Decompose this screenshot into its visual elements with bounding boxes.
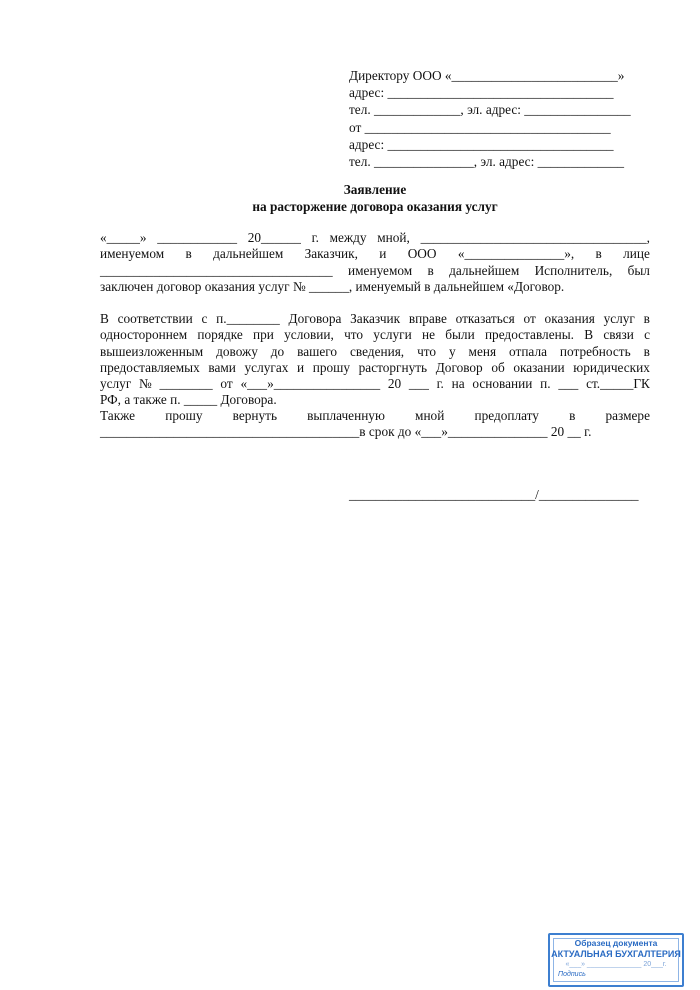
word: размере [605, 408, 650, 423]
word: условии, [284, 327, 334, 343]
word: юридических [573, 359, 650, 375]
word: ___ [408, 376, 429, 392]
word: ___________________________________ [100, 262, 333, 278]
word: был [627, 262, 650, 278]
paragraph-termination-request [100, 311, 650, 409]
word: в [643, 311, 650, 326]
word: ________ [159, 376, 213, 392]
word: 20______ [247, 230, 301, 245]
word: вправе [408, 311, 447, 326]
stamp-title: Образец документа [574, 938, 658, 948]
word: расторгнуть [358, 359, 428, 375]
word: отпала [509, 343, 547, 359]
word: Договор [435, 359, 483, 375]
word: и [296, 359, 305, 375]
word: на [451, 376, 465, 392]
document-subtitle: на расторжение договора оказания услуг [252, 199, 498, 214]
justified-line [100, 376, 650, 392]
word: прошу [312, 359, 351, 375]
word: довожу [216, 343, 258, 359]
word: ст._____ГК [586, 376, 650, 392]
word: меня [468, 343, 497, 359]
addressee-line: от _____________________________________ [349, 119, 611, 135]
addressee-line: тел. _____________, эл. адрес: ________________ [349, 102, 631, 118]
word: «___»________________ [240, 376, 381, 392]
addressee-block [349, 67, 649, 170]
justified-line [100, 327, 650, 343]
sample-document-stamp [548, 933, 684, 987]
word: соответствии [117, 311, 193, 326]
word: вернуть [232, 408, 278, 423]
word: не [421, 327, 435, 343]
word: об [491, 359, 505, 375]
paragraph-refund-request [100, 408, 650, 441]
word: с [644, 327, 650, 343]
word: Также [100, 408, 136, 423]
stamp-signature-label: Подпись [558, 971, 586, 978]
word: выплаченную [307, 408, 385, 423]
word: вашего [297, 343, 338, 359]
addressee-line: Директору ООО «_________________________» [349, 68, 625, 83]
addressee-line: тел. _______________, эл. адрес: _____________ [349, 154, 625, 170]
word: __________________________________, [420, 230, 650, 245]
signature-line: ____________________________/_______________ [349, 487, 639, 502]
paragraph-line: заключен договор оказания услуг № ______, именуемый в дальнейшем «Договор. [100, 278, 565, 294]
justified-line [100, 230, 650, 246]
paragraph-contract-intro [100, 230, 650, 295]
word: в [427, 262, 434, 278]
word: услуги [373, 327, 412, 343]
word: оказании [513, 359, 565, 375]
word: п.________ [216, 311, 280, 326]
justified-line [100, 360, 650, 376]
word: у [448, 343, 456, 359]
word: основании [472, 376, 533, 392]
word: Исполнитель, [534, 262, 613, 278]
word: были [445, 327, 475, 343]
word: что [344, 327, 364, 343]
word: потребность [559, 343, 631, 359]
word: предоставлены. [484, 327, 574, 343]
justified-line [100, 344, 650, 360]
word: услуг [603, 311, 635, 326]
justified-line [100, 408, 650, 424]
word: мной [415, 408, 445, 423]
word: ____________ [157, 230, 238, 245]
word: дальнейшем [213, 246, 284, 262]
word: В [584, 327, 594, 343]
word: г. [436, 376, 444, 392]
word: п. [540, 376, 551, 392]
word: дальнейшем [449, 262, 520, 278]
word: В [100, 311, 109, 326]
document-title: Заявление [343, 182, 407, 197]
word: оказания [544, 311, 595, 326]
word: с [201, 311, 208, 326]
addressee-line: адрес: __________________________________ [349, 136, 614, 152]
word: Заказчик [350, 311, 401, 326]
word: именуемом [348, 262, 413, 278]
word: что [417, 343, 437, 359]
word: отказаться [455, 311, 515, 326]
word: в [185, 246, 192, 262]
justified-line [100, 311, 650, 327]
word: связи [603, 327, 634, 343]
word: лице [623, 246, 650, 262]
word: одностороннем [100, 327, 188, 343]
paragraph-line: _______________________________________в срок до «___»_______________ 20 __ г. [100, 424, 592, 440]
word: от [220, 376, 233, 392]
word: Договора [288, 311, 342, 326]
word: 20 [387, 376, 402, 392]
word: именуемом [100, 246, 165, 262]
addressee-line: адрес: __________________________________ [349, 85, 614, 101]
stamp-brand: АКТУАЛЬНАЯ БУХГАЛТЕРИЯ [551, 949, 681, 959]
word: г. [311, 230, 319, 245]
word: вами [208, 359, 236, 375]
word: прошу [165, 408, 203, 423]
word: в [569, 408, 576, 423]
word: в [595, 246, 602, 262]
word: в [643, 343, 650, 359]
word: № [139, 376, 152, 392]
word: предоставляемых [100, 359, 200, 375]
word: между [329, 230, 367, 245]
justified-line [100, 263, 650, 279]
paragraph-line: РФ, а также п. _____ Договора. [100, 392, 277, 408]
word: ___ [558, 376, 579, 392]
word: вышеизложенным [100, 343, 204, 359]
word: Заказчик, [304, 246, 358, 262]
word: сведения, [349, 343, 405, 359]
word: мной, [377, 230, 410, 245]
word: до [270, 343, 285, 359]
word: предоплату [474, 408, 539, 423]
word: ООО [407, 246, 437, 262]
word: «_____» [100, 230, 147, 245]
stamp-date: «___» ______________ 20___г. [565, 961, 667, 968]
word: и [379, 246, 387, 262]
justified-line [100, 246, 650, 262]
word: услугах [244, 359, 289, 375]
word: «_______________», [457, 246, 575, 262]
word: услуг [100, 376, 132, 392]
word: при [253, 327, 274, 343]
word: от [523, 311, 536, 326]
word: порядке [197, 327, 243, 343]
